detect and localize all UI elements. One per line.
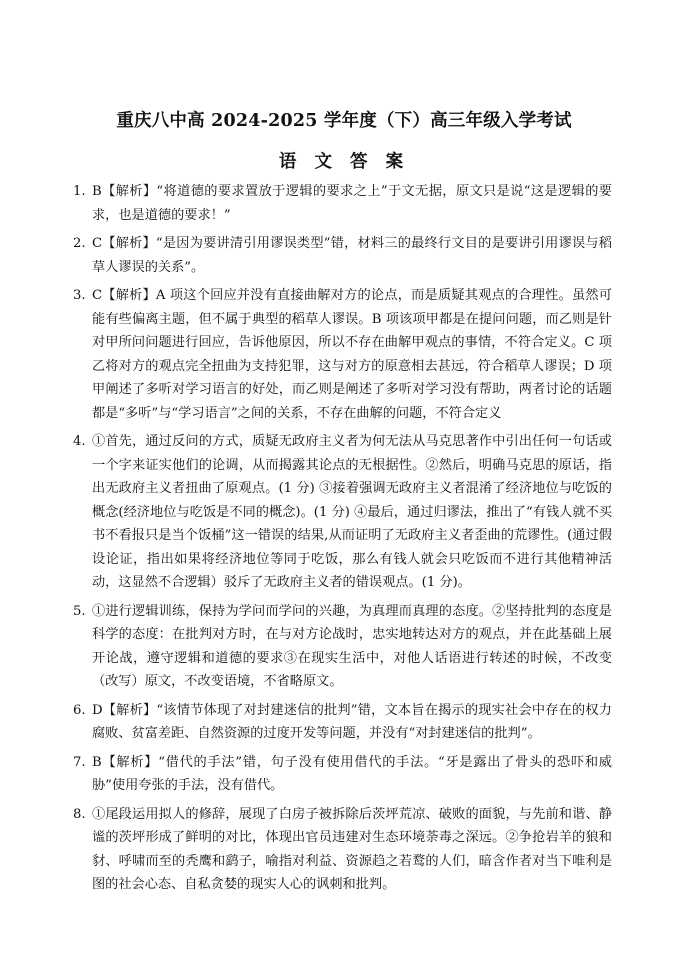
answer-text: D【解析】“该情节体现了对封建迷信的批判”错，文本旨在揭示的现实社会中存在的权力腐败、贫富差距、自然资源的过度开发等问题，并没有“对封建迷信的批判”。 xyxy=(92,702,612,741)
answer-number: 7. xyxy=(73,754,86,770)
answer-text: ①尾段运用拟人的修辞，展现了白房子被拆除后茨坪荒凉、破败的面貌，与先前和谐、静谧的茨坪形成了鲜明的对比，体现出官员违建对生态环境荼毒之深远。②争抢岩羊的狼和豺、呼啸而至的秃鹰和鹞子，喻指对利益、资源趋之若鹜的人们，暗含作者对当下唯利是图的社会心态、自私贪婪的现实人心的讽刺和批判。 xyxy=(92,806,612,892)
answer-text: C【解析】A 项这个回应并没有直接曲解对方的论点，而是质疑其观点的合理性。虽然可能有些偏离主题，但不属于典型的稻草人谬误。B 项该项甲都是在提问问题，而乙则是针对甲所问问题进行回应，告诉他原因，所以不存在曲解甲观点的事情，不符合定义。C 项乙将对方的观点完全扭曲为支持犯罪，这与对方的原意相去甚远，符合稻草人谬误；D 项甲阐述了多听对学习语言的好处，而乙则是阐述了多听对学习没有帮助，两者讨论的话题都是“多听”与“学习语言”之间的关系，不存在曲解的问题，不符合定义 xyxy=(92,288,612,421)
answer-item-8 xyxy=(0,803,612,897)
answer-item-1 xyxy=(0,180,612,227)
page-title: 重庆八中高 2024-2025 学年度（下）高三年级入学考试 xyxy=(116,111,572,131)
answer-list xyxy=(0,180,688,902)
answer-number: 6. xyxy=(73,702,86,718)
answer-item-5 xyxy=(0,600,612,694)
answer-text: C【解析】“是因为要讲清引用谬误类型”错，材料三的最终行文目的是要讲引用谬误与稻草人谬误的关系”。 xyxy=(92,236,612,275)
answer-item-4 xyxy=(0,430,612,595)
answer-text: ①首先，通过反问的方式，质疑无政府主义者为何无法从马克思著作中引出任何一句话或一个字来证实他们的论调，从而揭露其论点的无根据性。②然后，明确马克思的原话，指出无政府主义者扭曲了原观点。(1 分) ③接着强调无政府主义者混淆了经济地位与吃饭的概念(经济地位与吃饭是不同的概念)。(1 分) ④最后，通过归谬法，推出了“有钱人就不买书不看报只是当个饭桶”这一错误的结果,从而证明了无政府主义者歪曲的荒谬性。(通过假设论证，指出如果将经济地位等同于吃饭，那么有钱人就会只吃饭而不进行其他精神活动，这显然不合逻辑）驳斥了无政府主义者的错误观点。(1 分)。 xyxy=(92,434,612,590)
answer-number: 5. xyxy=(73,603,86,619)
answer-item-7 xyxy=(0,751,612,798)
answer-number: 2. xyxy=(73,236,86,251)
answer-item-2 xyxy=(0,232,612,279)
answer-number: 1. xyxy=(73,184,86,199)
answer-item-3 xyxy=(0,284,612,425)
answer-number: 8. xyxy=(73,806,86,822)
answer-number: 3. xyxy=(73,288,86,303)
answer-item-6 xyxy=(0,699,612,746)
answer-text: B【解析】“借代的手法”错，句子没有使用借代的手法。“牙是露出了骨头的恐吓和威胁”使用夸张的手法，没有借代。 xyxy=(92,754,612,793)
answer-number: 4. xyxy=(73,434,86,449)
answer-text: B【解析】“将道德的要求置放于逻辑的要求之上”于文无据，原文只是说“这是逻辑的要求，也是道德的要求！” xyxy=(92,184,612,223)
answer-text: ①进行逻辑训练，保持为学问而学问的兴趣，为真理而真理的态度。②坚持批判的态度是科学的态度：在批判对方时，在与对方论战时，忠实地转达对方的观点，并在此基础上展开论战，遵守逻辑和道德的要求③在现实生活中，对他人话语进行转述的时候，不改变（改写）原文，不改变语境，不省略原文。 xyxy=(92,603,612,689)
page-subtitle: 语 文 答 案 xyxy=(278,152,410,172)
